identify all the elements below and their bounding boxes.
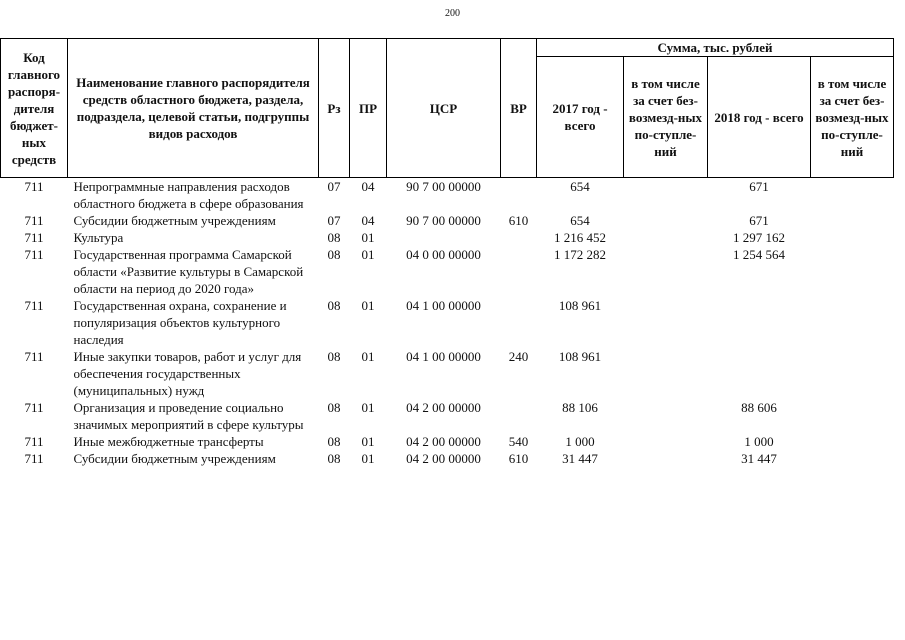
cell-name: Непрограммные направления расходов областного бюджета в сфере образования (73, 179, 304, 211)
cell-2017-total: 654 (570, 179, 590, 194)
cell-pr: 04 (361, 179, 375, 194)
cell-2017-total: 108 961 (558, 298, 602, 313)
col-header-pr: ПР (350, 39, 387, 178)
col-header-2018-grants: в том числе за счет без-возмезд-ных по-ступле-ний (811, 57, 894, 178)
cell-vr (501, 399, 537, 433)
table-row (1, 399, 894, 433)
cell-2018-total: 671 (749, 213, 769, 228)
col-header-csr: ЦСР (387, 39, 501, 178)
cell-pr: 01 (361, 230, 375, 245)
cell-code: 711 (24, 349, 44, 364)
cell-2018-total: 1 297 162 (733, 230, 785, 245)
cell-2017-grants (624, 212, 708, 229)
cell-2018-total (708, 348, 811, 399)
cell-2017-total: 1 000 (565, 434, 595, 449)
cell-rz: 08 (327, 451, 341, 466)
cell-rz: 08 (327, 230, 341, 245)
cell-2018-grants (811, 246, 894, 297)
cell-rz: 08 (327, 349, 341, 364)
cell-2017-grants (624, 399, 708, 433)
cell-csr: 90 7 00 00000 (406, 213, 481, 228)
cell-2018-grants (811, 297, 894, 348)
col-header-code: Код главного распоря-дителя бюджет-ных средств (1, 39, 68, 178)
cell-2018-grants (811, 178, 894, 213)
col-header-2017-total: 2017 год - всего (537, 57, 624, 178)
col-header-2018-total: 2018 год - всего (708, 57, 811, 178)
cell-rz: 07 (327, 213, 341, 228)
cell-csr: 90 7 00 00000 (406, 179, 481, 194)
cell-pr: 01 (361, 349, 375, 364)
cell-2018-total: 671 (749, 179, 769, 194)
cell-name: Иные межбюджетные трансферты (73, 434, 264, 449)
cell-code: 711 (24, 230, 44, 245)
cell-2017-grants (624, 450, 708, 467)
cell-csr: 04 2 00 00000 (406, 400, 481, 415)
cell-pr: 01 (361, 400, 375, 415)
cell-vr (501, 229, 537, 246)
cell-rz: 08 (327, 247, 341, 262)
cell-name: Организация и проведение социально значимых мероприятий в сфере культуры (73, 400, 304, 432)
table-row (1, 178, 894, 213)
table-row (1, 246, 894, 297)
cell-name: Культура (73, 230, 124, 245)
cell-code: 711 (24, 247, 44, 262)
cell-2018-total: 1 254 564 (733, 247, 785, 262)
cell-name: Государственная программа Самарской области «Развитие культуры в Самарской области на период до 2020 года» (73, 247, 304, 296)
cell-code: 711 (24, 451, 44, 466)
table-row (1, 348, 894, 399)
cell-pr: 01 (361, 247, 375, 262)
cell-2017-grants (624, 433, 708, 450)
cell-csr: 04 2 00 00000 (406, 434, 481, 449)
cell-csr (387, 229, 501, 246)
table-row (1, 433, 894, 450)
table-row (1, 229, 894, 246)
col-header-sum-group: Сумма, тыс. рублей (537, 39, 894, 57)
cell-csr: 04 2 00 00000 (406, 451, 481, 466)
col-header-name: Наименование главного распорядителя средств областного бюджета, раздела, подраздела, целевой статьи, подгруппы видов расходов (68, 39, 319, 178)
cell-name: Субсидии бюджетным учреждениям (73, 451, 276, 466)
cell-vr: 240 (508, 349, 529, 364)
cell-2017-grants (624, 348, 708, 399)
cell-csr: 04 1 00 00000 (406, 298, 481, 313)
cell-2017-grants (624, 297, 708, 348)
cell-2017-grants (624, 178, 708, 213)
cell-2018-total (708, 297, 811, 348)
cell-code: 711 (24, 434, 44, 449)
header-row-top (1, 39, 894, 57)
cell-2017-grants (624, 246, 708, 297)
cell-2018-total: 31 447 (741, 451, 777, 466)
table-body (1, 178, 894, 468)
col-header-rz: Рз (319, 39, 350, 178)
cell-vr: 610 (508, 213, 529, 228)
cell-code: 711 (24, 179, 44, 194)
cell-code: 711 (24, 400, 44, 415)
cell-rz: 08 (327, 298, 341, 313)
cell-2017-total: 1 172 282 (554, 247, 606, 262)
cell-pr: 01 (361, 434, 375, 449)
page-number: 200 (445, 8, 460, 19)
cell-name: Иные закупки товаров, работ и услуг для обеспечения государственных (муниципальных) нужд (73, 349, 302, 398)
table-row (1, 297, 894, 348)
cell-2018-grants (811, 229, 894, 246)
cell-name: Субсидии бюджетным учреждениям (73, 213, 276, 228)
cell-vr: 540 (508, 434, 529, 449)
budget-table (0, 38, 894, 467)
cell-rz: 07 (327, 179, 341, 194)
cell-2018-grants (811, 399, 894, 433)
cell-2017-total: 654 (570, 213, 590, 228)
cell-vr (501, 178, 537, 213)
cell-2017-total: 31 447 (562, 451, 598, 466)
cell-2018-grants (811, 212, 894, 229)
cell-2017-total: 108 961 (558, 349, 602, 364)
cell-2018-grants (811, 450, 894, 467)
cell-2017-total: 88 106 (562, 400, 598, 415)
cell-vr: 610 (508, 451, 529, 466)
cell-2017-grants (624, 229, 708, 246)
cell-code: 711 (24, 298, 44, 313)
cell-2018-total: 1 000 (744, 434, 774, 449)
cell-csr: 04 0 00 00000 (406, 247, 481, 262)
cell-pr: 01 (361, 298, 375, 313)
cell-2017-total: 1 216 452 (554, 230, 606, 245)
table-row (1, 450, 894, 467)
cell-2018-total: 88 606 (741, 400, 777, 415)
table-row (1, 212, 894, 229)
cell-vr (501, 297, 537, 348)
cell-csr: 04 1 00 00000 (406, 349, 481, 364)
cell-2018-grants (811, 348, 894, 399)
cell-pr: 01 (361, 451, 375, 466)
col-header-2017-grants: в том числе за счет без-возмезд-ных по-ступле-ний (624, 57, 708, 178)
cell-pr: 04 (361, 213, 375, 228)
cell-code: 711 (24, 213, 44, 228)
cell-rz: 08 (327, 400, 341, 415)
cell-name: Государственная охрана, сохранение и популяризация объектов культурного наследия (73, 298, 287, 347)
col-header-vr: ВР (501, 39, 537, 178)
cell-rz: 08 (327, 434, 341, 449)
cell-vr (501, 246, 537, 297)
cell-2018-grants (811, 433, 894, 450)
